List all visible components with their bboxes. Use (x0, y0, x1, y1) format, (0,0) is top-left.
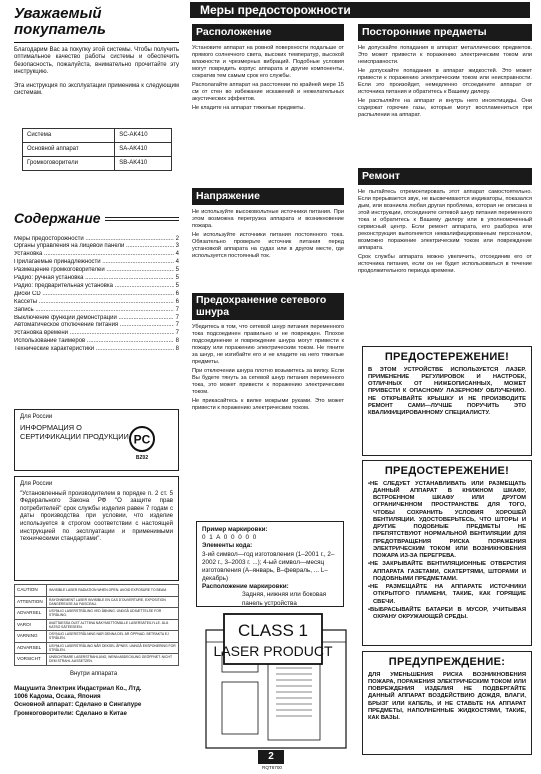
toc-item (14, 322, 179, 330)
toc-item-page: 4 (175, 259, 179, 266)
toc-item-title: Органы управления на лицевой панели ..... (14, 243, 174, 251)
svg-text:PC: PC (133, 432, 151, 447)
welcome-text: Благодарим Вас за покупку этой системы. Чтобы получить оптимальное качество работы системы и обеспечить безопасность, пожалуйста, внимательно прочитайте эту инструкцию. (14, 46, 179, 75)
toc-item (14, 283, 179, 291)
list-item: •ВЫБРАСЫВАЙТЕ БАТАРЕИ В МУСОР, УЧИТЫВАЯ ОХРАНУ ОКРУЖАЮЩЕЙ СРЕДЫ. (368, 606, 526, 620)
ventilation-caution-box (362, 460, 532, 646)
toc-item (14, 251, 179, 259)
table-row: Система SC-AK410 (23, 129, 172, 143)
origin-main-unit: Основной аппарат: Сделано в Сингапуре (14, 701, 142, 709)
service-life-header: Для России (20, 481, 53, 487)
moisture-warning-text: ДЛЯ УМЕНЬШЕНИЯ РИСКА ВОЗНИКНОВЕНИЯ ПОЖАРА, ПОРАЖЕНИЯ ЭЛЕКТРИЧЕСКИМ ТОКОМ ИЛИ ПОВРЕЖДЕНИЯ ИЗДЕЛИЯ НЕ ПОДВЕРГАЙТЕ ДАННЫЙ АППАРАТ ВОЗДЕЙСТВИЮ ДОЖДЯ, ВЛАГИ, БРЫЗГ ИЛИ КАПЕЛЬ, И НЕ СТАВЬТЕ НА АППАРАТ ПРЕДМЕТЫ, НАПОЛНЕННЫЕ ЖИДКОСТЯМИ, ТАКИЕ, КАК ВАЗЫ. (368, 671, 526, 722)
toc-item (14, 338, 179, 346)
laser-warning-label (14, 584, 179, 666)
marking-elements-text: 3-ий символ—год изготовления (1–2001 г., 2–2002 г., 3–2003 г. ...); 4-ый символ—месяц изготовления (А–январь, В–февраль, ... L–декабрь) (202, 550, 335, 583)
placement-text: Располагайте аппарат на расстоянии по крайней мере 15 см от стен во избежание искажений и нежелательных акустических эффектов. (192, 82, 344, 103)
power-cord-text: При отключении шнура плотно возьмитесь за вилку. Если Вы будете тянуть за сетевой шнур питания переменного тока, это может привести к поражению электрическим током. (192, 368, 344, 395)
moisture-warning-title: ПРЕДУПРЕЖДЕНИЕ: (388, 656, 506, 668)
label-key: VARNING (15, 631, 47, 643)
label-text: INVISIBLE LASER RADIATION WHEN OPEN. AVOID EXPOSURE TO BEAM. (47, 585, 179, 597)
cert-code: BZ02 (135, 454, 149, 461)
applicable-note: Эта инструкция по эксплуатации применима к следующим системам. (14, 82, 179, 96)
ventilation-caution-list (368, 481, 526, 621)
toc-item-page: 4 (175, 251, 179, 258)
toc-item-page: 8 (175, 338, 179, 345)
cert-text: ИНФОРМАЦИЯ О СЕРТИФИКАЦИИ ПРОДУКЦИИ (20, 422, 129, 441)
foreign-objects-heading: Посторонние предметы (358, 24, 532, 41)
welcome-title: Уважаемый покупатель (14, 5, 106, 38)
cert-header: Для России (20, 414, 53, 420)
toc-item-title: Автоматическое отключение питания ..... (14, 322, 174, 330)
rostest-logo-icon (127, 426, 157, 452)
label-caption: Внутри аппарата (70, 671, 118, 677)
label-key: ATTENTION (15, 596, 47, 608)
page-number: 2 (258, 750, 284, 764)
label-text: USYNLIG LASERSTRÅLING NÅR DEKSEL ÅPNES. UNNGÅ EKSPONERING FOR STRÅLEN. (47, 642, 179, 654)
toc-item-title: Технические характеристики ..... (14, 346, 174, 354)
voltage-text: Не используйте высоковольтные источники питания. При этом возможна перегрузка аппарата и возникновение пожара. (192, 209, 344, 230)
toc-item-title: Меры предосторожности ..... (14, 236, 174, 244)
toc-item-title: Запись ..... (14, 307, 174, 315)
voltage-section (192, 188, 344, 262)
toc-item-page: 6 (175, 298, 179, 305)
toc-item (14, 275, 179, 283)
certification-box (14, 409, 179, 471)
toc-item (14, 267, 179, 275)
manufacturer-block (14, 685, 184, 718)
ventilation-caution-title: ПРЕДОСТЕРЕЖЕНИЕ! (384, 465, 510, 477)
power-cord-section (192, 293, 344, 414)
repair-text: Не пытайтесь отремонтировать этот аппарат самостоятельно. Если прерывается звук, не высвечиваются индикаторы, показался дым, или возникла любая другая проблема, которая не описана в этой инструкции, отсоедините сетевой шнур питания переменного тока и обратитесь к Вашему дилеру или в уполномоченный сервисный центр. Если ремонт аппарата, его разборка или реконструкция выполняется неквалифицированным персоналом, возможно поражение электрическим током или повреждение аппарата. (358, 189, 532, 251)
table-row (15, 642, 179, 654)
system-table (22, 128, 172, 171)
toc-item (14, 291, 179, 299)
origin-speakers: Громкоговорители: Сделано в Китае (14, 709, 127, 717)
list-item: •НЕ ЗАКРЫВАЙТЕ ВЕНТИЛЯЦИОННЫЕ ОТВЕРСТИЯ АППАРАТА ГАЗЕТАМИ, СКАТЕРТЯМИ, ШТОРАМИ И ПОДОБНЫМИ ПРЕДМЕТАМИ. (368, 561, 526, 582)
toc-item-title: Радио: предварительная установка ..... (14, 283, 174, 291)
service-life-box (14, 476, 179, 581)
toc-item-page: 6 (175, 290, 179, 297)
table-row: Основной аппарат SA-AK410 (23, 143, 172, 157)
power-cord-text: Убедитесь в том, что сетевой шнур питания переменного тока подсоединен правильно и не поврежден. Плохое подсоединение и повреждение шнура могут привести к пожару или поражению электрическим током. Не тяните за шнур, не изгибайте его и не кладите на него тяжелые предметы. (192, 324, 344, 366)
table-row (15, 596, 179, 608)
label-text: AVATTAESSA OLET ALTTIINA NÄKYMÄTTÖMÄLLE LASERSÄTEILYLLE. ÄLÄ KATSO SÄTEESEEN. (47, 619, 179, 631)
marking-example-label: Пример маркировки: (202, 526, 268, 533)
toc-item-page: 3 (175, 243, 179, 250)
toc-item-page: 8 (175, 346, 179, 353)
toc-item-title: Размещение громкоговорителей ..... (14, 267, 174, 275)
toc-item-page: 7 (175, 314, 179, 321)
class1-label-line2: LASER PRODUCT (213, 643, 333, 659)
device-illustration (204, 612, 350, 750)
toc-item-page: 5 (175, 275, 179, 282)
service-life-text: "Установленный производителем в порядке п. 2 ст. 5 Федерального Закона РФ "О защите прав потребителей" срок службы изделия равен 7 годам с даты производства при условии, что изделие используется в строгом соответствии с настоящей инструкцией по эксплуатации и применимыми техническими стандартами". (20, 489, 173, 543)
foreign-objects-text: Не распыляйте на аппарат и внутрь него инсектициды. Они содержат горючие газы, которые могут воспламениться при распылении на аппарат. (358, 98, 532, 118)
marking-example-value: 0 1 A 0 0 0 0 0 (202, 534, 258, 542)
placement-text: Установите аппарат на ровной поверхности подальше от прямого солнечного света, высоких температур, высокой влажности и чрезмерных вибраций. Подобные условия могут повредить корпус аппарата и другие компоненты, сократив тем самым срок его службы. (192, 45, 344, 80)
marking-location-label: Расположение маркировки: (202, 583, 289, 591)
manufacturer-name: Мацушита Электрик Индастриал Ко., Лтд. (14, 685, 142, 692)
table-row: Громкоговорители SB-AK410 (23, 157, 172, 171)
label-key: VARO! (15, 619, 47, 631)
label-key: CAUTION (15, 585, 47, 597)
table-row (15, 631, 179, 643)
label-key: ADVARSEL (15, 608, 47, 620)
power-cord-text: Не прикасайтесь к вилке мокрыми руками. Это может привести к поражению электрическим током. (192, 397, 344, 411)
label-text: USYNLIG LASERSTRÅLING VED ÅBNING. UNDGÅ UDSÆTTELSE FOR STRÅLING. (47, 608, 179, 620)
title-rule (14, 42, 179, 43)
toc-item-title: Установка времени ..... (14, 330, 174, 338)
laser-caution-text: В ЭТОМ УСТРОЙСТВЕ ИСПОЛЬЗУЕТСЯ ЛАЗЕР. ПРИМЕНЕНИЕ РЕГУЛИРОВОК И НАСТРОЕК, ОТЛИЧНЫХ ОТ НИЖЕОПИСАННЫХ, МОЖЕТ ПРИВЕСТИ К ОПАСНОМУ ЛАЗЕРНОМУ ОБЛУЧЕНИЮ. НЕ ОТКРЫВАЙТЕ КРЫШКУ И НЕ ПРОИЗВОДИТЕ РЕМОНТ САМИ—ЛУЧШЕ ПОРУЧИТЬ ЭТО КВАЛИФИЦИРОВАННОМУ СПЕЦИАЛИСТУ. (368, 366, 526, 417)
repair-text: Срок службы аппарата можно увеличить, отсоединив его от источника питания, если он не будет использоваться в течение продолжительного периода времени. (358, 253, 532, 274)
toc-item-title: Установка ..... (14, 251, 174, 259)
voltage-text: Не используйте источники питания постоянного тока. Обязательно проверьте источник питания перед установкой аппарата на судах или в другом месте, где используется постоянный ток. (192, 232, 344, 260)
toc-item-title: Выключение функции демонстрации ..... (14, 315, 174, 323)
contents-title: Содержание (14, 210, 101, 226)
laser-caution-title: ПРЕДОСТЕРЕЖЕНИЕ! (384, 351, 510, 363)
toc-item-title: Прилагаемые принадлежности ..... (14, 259, 174, 267)
toc-item-title: Радио: ручная установка ..... (14, 275, 174, 283)
toc-item-page: 5 (175, 267, 179, 274)
label-text: UNSICHTBARE LASERSTRAHLUNG, WENN ABDECKUNG GEÖFFNET. NICHT DEM STRAHL AUSSETZEN. (47, 654, 179, 666)
voltage-heading: Напряжение (192, 188, 344, 205)
cert-mark (127, 426, 157, 461)
foreign-objects-text: Не допускайте попадания в аппарат жидкостей. Это может привести к поражению электрическим током или неисправности. Если это произойдет, немедленно отсоедините аппарат от источника питания и обратитесь к Вашему дилеру. (358, 68, 532, 96)
document-code: RQT6700 (262, 765, 282, 770)
toc-item (14, 315, 179, 323)
toc-item-title: Кассеты ..... (14, 299, 174, 307)
toc-item (14, 307, 179, 315)
toc-item-page: 7 (175, 306, 179, 313)
toc-item-title: Использование таймеров ..... (14, 338, 174, 346)
toc-item (14, 346, 179, 354)
repair-heading: Ремонт (358, 168, 532, 185)
label-key: VORSICHT (15, 654, 47, 666)
label-key: ADVARSEL (15, 642, 47, 654)
toc-item (14, 259, 179, 267)
contents-section (14, 210, 179, 354)
placement-heading: Расположение (192, 24, 344, 41)
table-row (15, 654, 179, 666)
welcome-section (14, 6, 179, 100)
toc-item (14, 330, 179, 338)
toc-item-title: Диски CD ..... (14, 291, 174, 299)
placement-section (192, 24, 344, 114)
marking-location-value: Задняя, нижняя или боковая панель устройства (242, 591, 327, 607)
table-row (15, 608, 179, 620)
placement-text: Не кладите на аппарат тяжелые предметы. (192, 105, 305, 111)
toc-item-page: 7 (175, 322, 179, 329)
toc-item (14, 243, 179, 251)
toc-item (14, 236, 179, 244)
power-cord-heading: Предохранение сетевого шнура (192, 293, 344, 320)
page-title: Меры предосторожности (190, 2, 530, 18)
class1-label-line1: CLASS 1 (238, 621, 308, 640)
repair-section (358, 168, 532, 277)
toc-item-page: 5 (175, 282, 179, 289)
toc-item-page: 2 (175, 235, 179, 242)
list-item: •НЕ СЛЕДУЕТ УСТАНАВЛИВАТЬ ИЛИ РАЗМЕЩАТЬ ДАННЫЙ АППАРАТ В КНИЖНОМ ШКАФУ, ВСТРОЕННОМ ШКАФУ ИЛИ ДРУГОМ ОГРАНИЧЕННОМ ПРОСТРАНСТВЕ ДЛЯ ТОГО, ЧТОБЫ СОХРАНИТЬ УСЛОВИЯ ХОРОШЕЙ ВЕНТИЛЯЦИИ. УДОСТОВЕРЬТЕСЬ, ЧТО ШТОРЫ И ДРУГИЕ ПОДОБНЫЕ ПРЕДМЕТЫ НЕ ПРЕПЯТСТВУЮТ НОРМАЛЬНОЙ ВЕНТИЛЯЦИИ ДЛЯ ПРЕДОТВРАЩЕНИЯ РИСКА ПОРАЖЕНИЯ ЭЛЕКТРИЧЕСКИМ ТОКОМ ИЛИ ВОЗНИКНОВЕНИЯ ПОЖАРА ИЗ-ЗА ПЕРЕГРЕВА. (368, 480, 526, 560)
laser-caution-box (362, 346, 532, 456)
marking-elements-label: Элементы кода: (202, 542, 253, 550)
label-text: RAYONNEMENT LASER INVISIBLE EN CAS D'OUVERTURE. EXPOSITION DANGEREUSE AU FAISCEAU. (47, 596, 179, 608)
table-row (15, 619, 179, 631)
toc-item (14, 299, 179, 307)
list-item: •НЕ РАЗМЕЩАЙТЕ НА АППАРАТЕ ИСТОЧНИКИ ОТКРЫТОГО ПЛАМЕНИ, ТАКИЕ, КАК ГОРЯЩИЕ СВЕЧИ. (368, 584, 526, 605)
contents-rule (105, 217, 179, 221)
marking-box (196, 521, 344, 607)
moisture-warning-box (362, 651, 532, 755)
foreign-objects-text: Не допускайте попадания в аппарат металлических предметов. Это может привести к поражению электрическим током или неисправности. (358, 45, 532, 66)
table-row (15, 585, 179, 597)
contents-list (14, 236, 179, 355)
manufacturer-address: 1006 Кадома, Осака, Япония (14, 693, 101, 701)
label-text: OSYNLIG LASERSTRÅLNING NÄR DENNA DEL ÄR ÖPPNAD. BETRAKTA EJ STRÅLEN. (47, 631, 179, 643)
foreign-objects-section (358, 24, 532, 121)
toc-item-page: 7 (175, 330, 179, 337)
